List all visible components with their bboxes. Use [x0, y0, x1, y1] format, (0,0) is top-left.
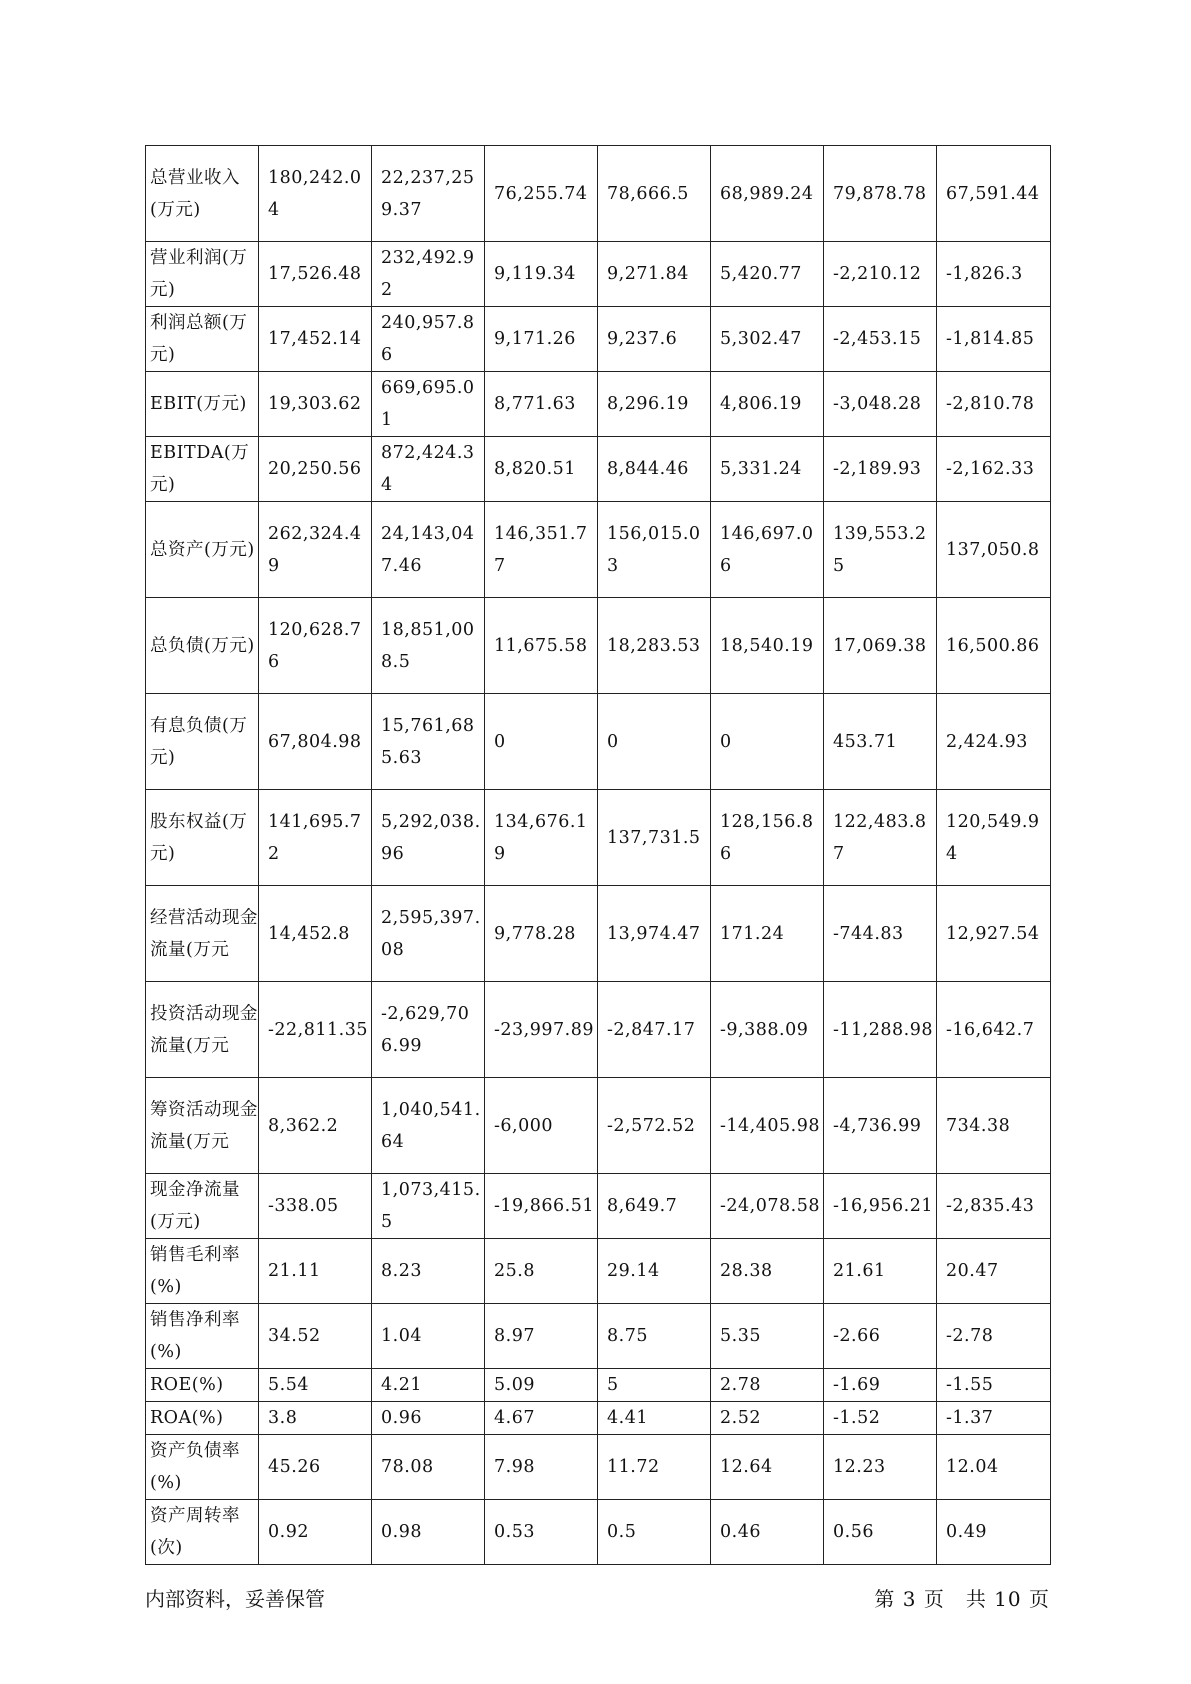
table-cell: -2.78 — [937, 1304, 1051, 1369]
row-label: ROE(%) — [146, 1369, 259, 1402]
table-cell: 21.11 — [259, 1239, 372, 1304]
table-cell: -1,814.85 — [937, 307, 1051, 372]
table-cell: -2,835.43 — [937, 1174, 1051, 1239]
table-cell: 8,296.19 — [598, 372, 711, 437]
row-label: 总营业收入(万元) — [146, 146, 259, 242]
table-row — [146, 1174, 1051, 1239]
table-cell: 232,492.92 — [372, 242, 485, 307]
table-row — [146, 146, 1051, 242]
table-cell: -11,288.98 — [824, 982, 937, 1078]
row-label: 资产周转率(次) — [146, 1500, 259, 1565]
table-cell: 78.08 — [372, 1435, 485, 1500]
table-cell: -2,162.33 — [937, 437, 1051, 502]
table-cell: 0 — [598, 694, 711, 790]
table-cell: -16,642.7 — [937, 982, 1051, 1078]
table-row — [146, 502, 1051, 598]
table-cell: 1,073,415.5 — [372, 1174, 485, 1239]
table-cell: 67,591.44 — [937, 146, 1051, 242]
table-cell: 120,628.76 — [259, 598, 372, 694]
table-row — [146, 598, 1051, 694]
table-row — [146, 372, 1051, 437]
table-row — [146, 242, 1051, 307]
table-row — [146, 982, 1051, 1078]
table-cell: 9,778.28 — [485, 886, 598, 982]
table-cell: 5,302.47 — [711, 307, 824, 372]
row-label: 现金净流量(万元) — [146, 1174, 259, 1239]
table-cell: -2,572.52 — [598, 1078, 711, 1174]
table-cell: 79,878.78 — [824, 146, 937, 242]
row-label: ROA(%) — [146, 1402, 259, 1435]
table-row — [146, 1435, 1051, 1500]
table-cell: -14,405.98 — [711, 1078, 824, 1174]
table-cell: -19,866.51 — [485, 1174, 598, 1239]
table-cell: 24,143,047.46 — [372, 502, 485, 598]
page-number: 第 3 页 共 10 页 — [874, 1587, 1050, 1611]
table-row — [146, 1402, 1051, 1435]
row-label: EBIT(万元) — [146, 372, 259, 437]
table-cell: 0.92 — [259, 1500, 372, 1565]
table-cell: 17,452.14 — [259, 307, 372, 372]
table-cell: 19,303.62 — [259, 372, 372, 437]
table-cell: 734.38 — [937, 1078, 1051, 1174]
table-cell: 9,237.6 — [598, 307, 711, 372]
table-cell: 4.21 — [372, 1369, 485, 1402]
table-row — [146, 1500, 1051, 1565]
row-label: 投资活动现金流量(万元 — [146, 982, 259, 1078]
table-cell: 76,255.74 — [485, 146, 598, 242]
table-cell: 0.46 — [711, 1500, 824, 1565]
table-cell: 34.52 — [259, 1304, 372, 1369]
table-cell: 122,483.87 — [824, 790, 937, 886]
table-cell: 4.67 — [485, 1402, 598, 1435]
table-cell: -2,810.78 — [937, 372, 1051, 437]
table-cell: 171.24 — [711, 886, 824, 982]
table-cell: -23,997.89 — [485, 982, 598, 1078]
table-cell: 453.71 — [824, 694, 937, 790]
table-cell: -4,736.99 — [824, 1078, 937, 1174]
table-cell: 8,820.51 — [485, 437, 598, 502]
table-cell: -2,210.12 — [824, 242, 937, 307]
table-cell: 9,171.26 — [485, 307, 598, 372]
table-cell: 67,804.98 — [259, 694, 372, 790]
table-cell: 20,250.56 — [259, 437, 372, 502]
table-cell: 12.64 — [711, 1435, 824, 1500]
table-cell: 14,452.8 — [259, 886, 372, 982]
financial-table-container — [145, 145, 1051, 1565]
table-row — [146, 790, 1051, 886]
table-cell: 7.98 — [485, 1435, 598, 1500]
table-cell: 9,119.34 — [485, 242, 598, 307]
table-cell: 28.38 — [711, 1239, 824, 1304]
table-cell: 8.23 — [372, 1239, 485, 1304]
row-label: 销售净利率(%) — [146, 1304, 259, 1369]
row-label: 资产负债率(%) — [146, 1435, 259, 1500]
table-cell: 0.98 — [372, 1500, 485, 1565]
table-cell: -2,453.15 — [824, 307, 937, 372]
table-cell: -744.83 — [824, 886, 937, 982]
table-cell: -1.37 — [937, 1402, 1051, 1435]
table-cell: 5,331.24 — [711, 437, 824, 502]
table-cell: 2.52 — [711, 1402, 824, 1435]
table-cell: 0 — [711, 694, 824, 790]
table-cell: 1,040,541.64 — [372, 1078, 485, 1174]
table-cell: -22,811.35 — [259, 982, 372, 1078]
row-label: 经营活动现金流量(万元 — [146, 886, 259, 982]
table-cell: 120,549.94 — [937, 790, 1051, 886]
table-cell: 262,324.49 — [259, 502, 372, 598]
table-cell: 13,974.47 — [598, 886, 711, 982]
table-cell: 29.14 — [598, 1239, 711, 1304]
table-cell: 5.09 — [485, 1369, 598, 1402]
table-cell: 8.97 — [485, 1304, 598, 1369]
table-cell: 141,695.72 — [259, 790, 372, 886]
table-cell: -2.66 — [824, 1304, 937, 1369]
table-cell: 16,500.86 — [937, 598, 1051, 694]
table-cell: 134,676.19 — [485, 790, 598, 886]
table-cell: -6,000 — [485, 1078, 598, 1174]
table-cell: 669,695.01 — [372, 372, 485, 437]
table-cell: 21.61 — [824, 1239, 937, 1304]
table-cell: 18,540.19 — [711, 598, 824, 694]
table-cell: 8,844.46 — [598, 437, 711, 502]
table-cell: 3.8 — [259, 1402, 372, 1435]
table-cell: -16,956.21 — [824, 1174, 937, 1239]
row-label: 有息负债(万元) — [146, 694, 259, 790]
table-cell: 1.04 — [372, 1304, 485, 1369]
table-cell: -338.05 — [259, 1174, 372, 1239]
table-cell: 5,420.77 — [711, 242, 824, 307]
table-cell: 0.5 — [598, 1500, 711, 1565]
table-cell: 68,989.24 — [711, 146, 824, 242]
table-cell: 12.23 — [824, 1435, 937, 1500]
table-cell: 0.49 — [937, 1500, 1051, 1565]
table-row — [146, 1239, 1051, 1304]
table-cell: 0.56 — [824, 1500, 937, 1565]
table-cell: 156,015.03 — [598, 502, 711, 598]
table-cell: 12.04 — [937, 1435, 1051, 1500]
table-cell: 11,675.58 — [485, 598, 598, 694]
table-cell: 12,927.54 — [937, 886, 1051, 982]
table-cell: 17,069.38 — [824, 598, 937, 694]
table-cell: 11.72 — [598, 1435, 711, 1500]
table-cell: 25.8 — [485, 1239, 598, 1304]
table-cell: 8.75 — [598, 1304, 711, 1369]
table-cell: 240,957.86 — [372, 307, 485, 372]
table-body — [146, 146, 1051, 1565]
table-row — [146, 886, 1051, 982]
table-cell: -2,847.17 — [598, 982, 711, 1078]
table-cell: 22,237,259.37 — [372, 146, 485, 242]
table-cell: -1,826.3 — [937, 242, 1051, 307]
table-cell: 180,242.04 — [259, 146, 372, 242]
table-cell: 15,761,685.63 — [372, 694, 485, 790]
table-cell: 2,595,397.08 — [372, 886, 485, 982]
table-cell: 4,806.19 — [711, 372, 824, 437]
table-row — [146, 437, 1051, 502]
table-row — [146, 307, 1051, 372]
table-cell: 45.26 — [259, 1435, 372, 1500]
table-row — [146, 1369, 1051, 1402]
table-cell: -1.69 — [824, 1369, 937, 1402]
table-cell: 5,292,038.96 — [372, 790, 485, 886]
table-cell: 5 — [598, 1369, 711, 1402]
table-cell: 137,050.8 — [937, 502, 1051, 598]
table-cell: -1.55 — [937, 1369, 1051, 1402]
table-cell: 128,156.86 — [711, 790, 824, 886]
row-label: 总负债(万元) — [146, 598, 259, 694]
table-cell: -2,189.93 — [824, 437, 937, 502]
row-label: 股东权益(万元) — [146, 790, 259, 886]
table-cell: -24,078.58 — [711, 1174, 824, 1239]
table-cell: 18,283.53 — [598, 598, 711, 694]
table-cell: 5.35 — [711, 1304, 824, 1369]
table-cell: 0.53 — [485, 1500, 598, 1565]
table-cell: 2,424.93 — [937, 694, 1051, 790]
table-cell: 78,666.5 — [598, 146, 711, 242]
table-cell: 20.47 — [937, 1239, 1051, 1304]
table-row — [146, 1304, 1051, 1369]
table-cell: 8,362.2 — [259, 1078, 372, 1174]
table-cell: -1.52 — [824, 1402, 937, 1435]
table-cell: 4.41 — [598, 1402, 711, 1435]
table-cell: 8,649.7 — [598, 1174, 711, 1239]
row-label: 利润总额(万元) — [146, 307, 259, 372]
table-cell: 139,553.25 — [824, 502, 937, 598]
table-cell: 872,424.34 — [372, 437, 485, 502]
table-row — [146, 694, 1051, 790]
confidential-note: 内部资料，妥善保管 — [145, 1587, 325, 1611]
table-cell: 0 — [485, 694, 598, 790]
table-row — [146, 1078, 1051, 1174]
table-cell: 146,351.77 — [485, 502, 598, 598]
row-label: 总资产(万元) — [146, 502, 259, 598]
table-cell: 0.96 — [372, 1402, 485, 1435]
table-cell: -2,629,706.99 — [372, 982, 485, 1078]
table-cell: -3,048.28 — [824, 372, 937, 437]
row-label: 销售毛利率(%) — [146, 1239, 259, 1304]
financial-table — [145, 145, 1051, 1565]
row-label: 营业利润(万元) — [146, 242, 259, 307]
table-cell: 5.54 — [259, 1369, 372, 1402]
table-cell: 17,526.48 — [259, 242, 372, 307]
table-cell: 146,697.06 — [711, 502, 824, 598]
table-cell: 8,771.63 — [485, 372, 598, 437]
row-label: EBITDA(万元) — [146, 437, 259, 502]
table-cell: 2.78 — [711, 1369, 824, 1402]
table-cell: 137,731.5 — [598, 790, 711, 886]
table-cell: 18,851,008.5 — [372, 598, 485, 694]
row-label: 筹资活动现金流量(万元 — [146, 1078, 259, 1174]
table-cell: 9,271.84 — [598, 242, 711, 307]
table-cell: -9,388.09 — [711, 982, 824, 1078]
